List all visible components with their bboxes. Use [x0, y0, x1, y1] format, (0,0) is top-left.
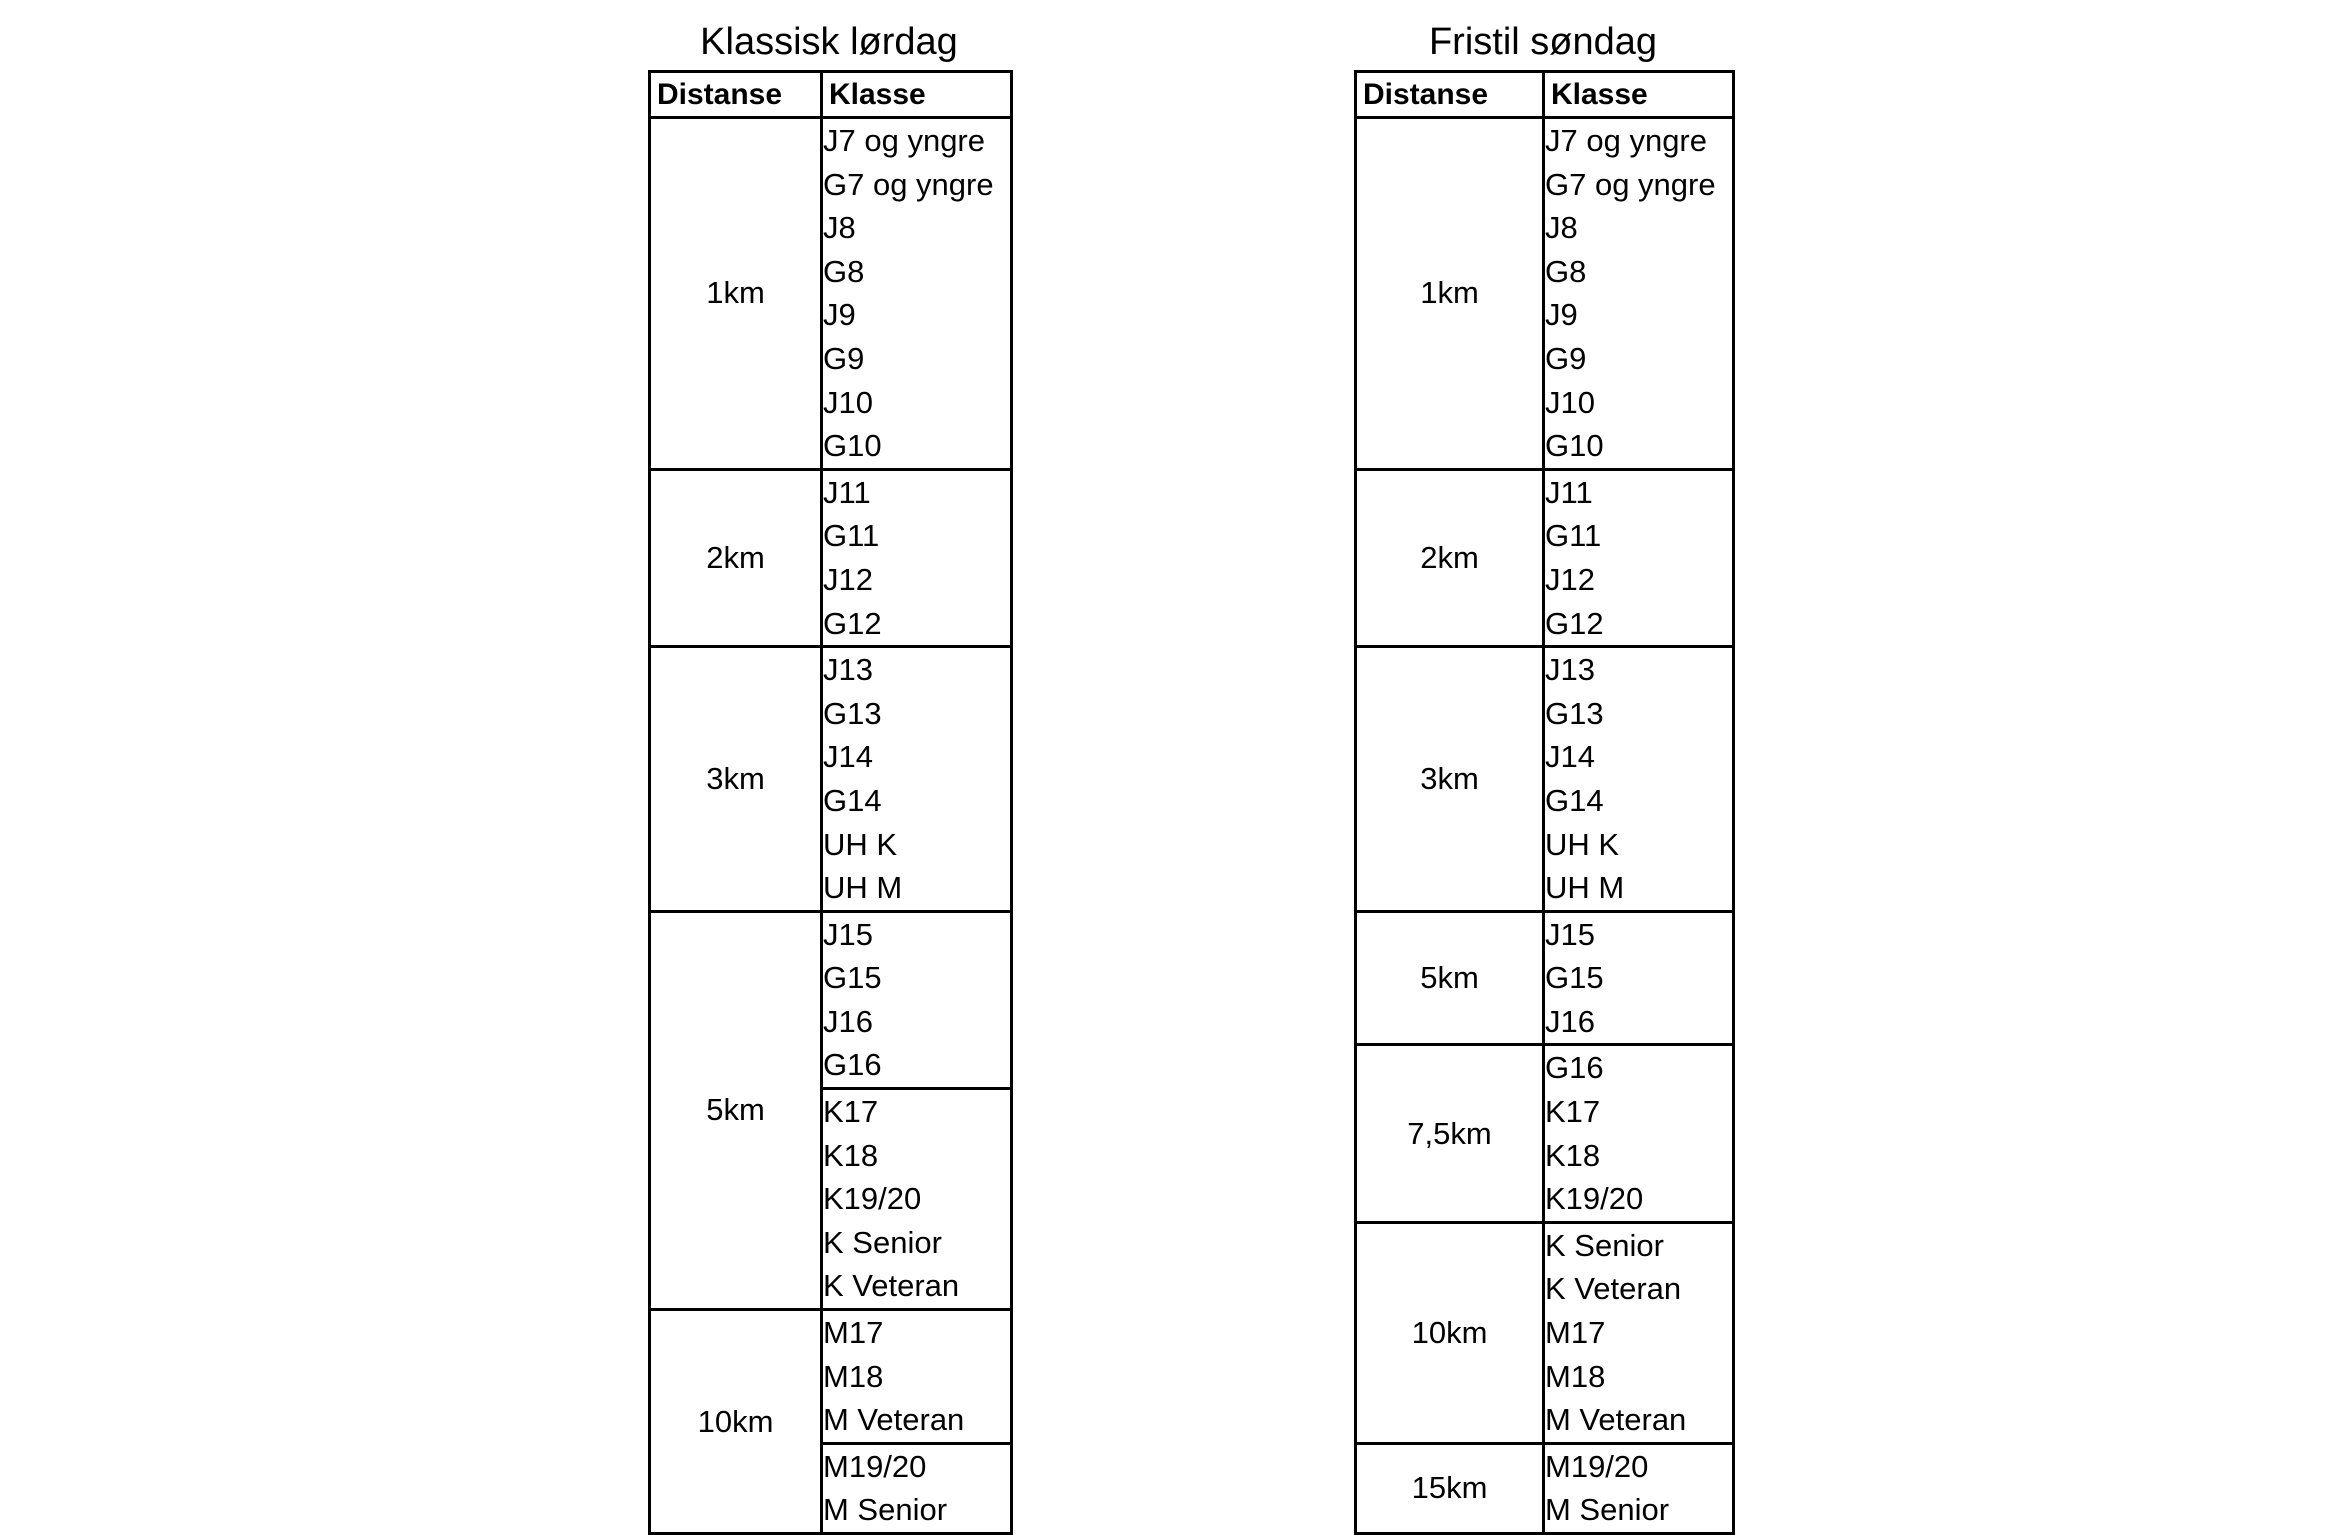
table-body: [650, 118, 1012, 1534]
class-cell: [1544, 469, 1734, 646]
table-row: [650, 911, 1012, 1088]
class-item: M19/20: [823, 1448, 927, 1484]
class-item: K Veteran: [1545, 1271, 1682, 1307]
class-item: G14: [1545, 782, 1604, 818]
class-item: K Veteran: [823, 1268, 960, 1304]
class-cell: [822, 1443, 1012, 1533]
class-item: G15: [823, 960, 882, 996]
class-cell: [822, 1310, 1012, 1444]
class-item: G11: [823, 518, 880, 554]
distance-cell: 15km: [1356, 1443, 1544, 1533]
table-row: [650, 118, 1012, 470]
class-item: J7 og yngre: [1545, 123, 1707, 158]
table-row: [1356, 1222, 1734, 1443]
class-item: G11: [1545, 518, 1602, 554]
class-item: G12: [1545, 605, 1604, 641]
class-item: G16: [823, 1047, 882, 1083]
distance-cell: 1km: [1356, 118, 1544, 470]
class-item: J7 og yngre: [823, 123, 985, 158]
distance-cell: 10km: [1356, 1222, 1544, 1443]
class-item: J11: [823, 474, 871, 510]
class-item: M18: [823, 1358, 884, 1394]
class-cell: [1544, 118, 1734, 470]
class-item: G16: [1545, 1050, 1604, 1086]
class-item: M18: [1545, 1358, 1606, 1394]
distance-cell: 3km: [650, 647, 822, 912]
class-item: G7 og yngre: [1545, 166, 1716, 202]
class-item: G7 og yngre: [823, 166, 994, 202]
distance-cell: 10km: [650, 1310, 822, 1534]
class-item: K19/20: [1545, 1181, 1644, 1217]
class-item: M17: [1545, 1315, 1606, 1351]
class-item: K18: [1545, 1137, 1601, 1173]
table-row: [1356, 1443, 1734, 1533]
class-cell: [822, 1089, 1012, 1310]
class-item: M Veteran: [823, 1402, 965, 1438]
table-row: [650, 1310, 1012, 1444]
class-item: UH K: [1545, 826, 1620, 862]
header-class: Klasse: [822, 72, 1012, 118]
table-title: Fristil søndag: [1428, 21, 1658, 63]
class-cell: [822, 469, 1012, 646]
class-item: J14: [1545, 739, 1595, 775]
class-item: UH M: [1545, 870, 1625, 906]
class-item: J10: [823, 384, 873, 420]
class-item: J13: [823, 652, 873, 688]
class-item: UH K: [823, 826, 898, 862]
class-item: G9: [1545, 340, 1587, 376]
class-cell: [1544, 1443, 1734, 1533]
header-row: [650, 72, 1012, 118]
class-item: J8: [823, 210, 856, 246]
table-row: [1356, 1045, 1734, 1222]
table-row: [650, 469, 1012, 646]
class-item: M Veteran: [1545, 1402, 1687, 1438]
class-item: J8: [1545, 210, 1578, 246]
class-table: [648, 70, 1013, 1535]
class-cell: [822, 647, 1012, 912]
distance-cell: 1km: [650, 118, 822, 470]
class-item: K18: [823, 1137, 879, 1173]
distance-cell: 7,5km: [1356, 1045, 1544, 1222]
distance-cell: 2km: [1356, 469, 1544, 646]
class-item: G12: [823, 605, 882, 641]
distance-cell: 2km: [650, 469, 822, 646]
class-item: UH M: [823, 870, 903, 906]
class-item: M17: [823, 1315, 884, 1351]
distance-cell: 3km: [1356, 647, 1544, 912]
distance-cell: 5km: [650, 911, 822, 1309]
class-cell: [1544, 1222, 1734, 1443]
header-class: Klasse: [1544, 72, 1734, 118]
table-row: [1356, 469, 1734, 646]
class-item: G8: [823, 253, 865, 289]
class-item: J16: [823, 1003, 873, 1039]
class-item: K Senior: [823, 1224, 942, 1260]
header-row: [1356, 72, 1734, 118]
class-item: J16: [1545, 1003, 1595, 1039]
class-item: G13: [1545, 695, 1604, 731]
class-item: K17: [823, 1094, 879, 1130]
class-item: J11: [1545, 474, 1593, 510]
class-item: J15: [1545, 916, 1595, 952]
class-item: G8: [1545, 253, 1587, 289]
table-body: [1356, 118, 1734, 1534]
header-distance: Distanse: [650, 72, 822, 118]
class-item: J9: [1545, 297, 1578, 333]
class-item: G14: [823, 782, 882, 818]
class-item: K19/20: [823, 1181, 922, 1217]
class-item: G10: [823, 428, 882, 464]
class-item: J9: [823, 297, 856, 333]
distance-cell: 5km: [1356, 911, 1544, 1045]
class-item: K17: [1545, 1094, 1601, 1130]
class-item: G13: [823, 695, 882, 731]
class-item: J12: [1545, 561, 1595, 597]
table-row: [1356, 647, 1734, 912]
table-row: [1356, 118, 1734, 470]
class-item: J10: [1545, 384, 1595, 420]
class-item: G15: [1545, 960, 1604, 996]
class-item: J13: [1545, 652, 1595, 688]
class-cell: [1544, 647, 1734, 912]
table-title: Klassisk lørdag: [700, 21, 958, 63]
class-item: G10: [1545, 428, 1604, 464]
class-cell: [1544, 911, 1734, 1045]
class-item: K Senior: [1545, 1227, 1664, 1263]
table-row: [650, 647, 1012, 912]
table-row: [1356, 911, 1734, 1045]
class-item: M Senior: [1545, 1492, 1670, 1528]
class-item: G9: [823, 340, 865, 376]
class-cell: [822, 118, 1012, 470]
class-cell: [822, 911, 1012, 1088]
class-item: M Senior: [823, 1492, 948, 1528]
header-distance: Distanse: [1356, 72, 1544, 118]
class-cell: [1544, 1045, 1734, 1222]
class-item: J15: [823, 916, 873, 952]
class-item: M19/20: [1545, 1448, 1649, 1484]
class-item: J12: [823, 561, 873, 597]
class-item: J14: [823, 739, 873, 775]
class-table: [1354, 70, 1735, 1535]
